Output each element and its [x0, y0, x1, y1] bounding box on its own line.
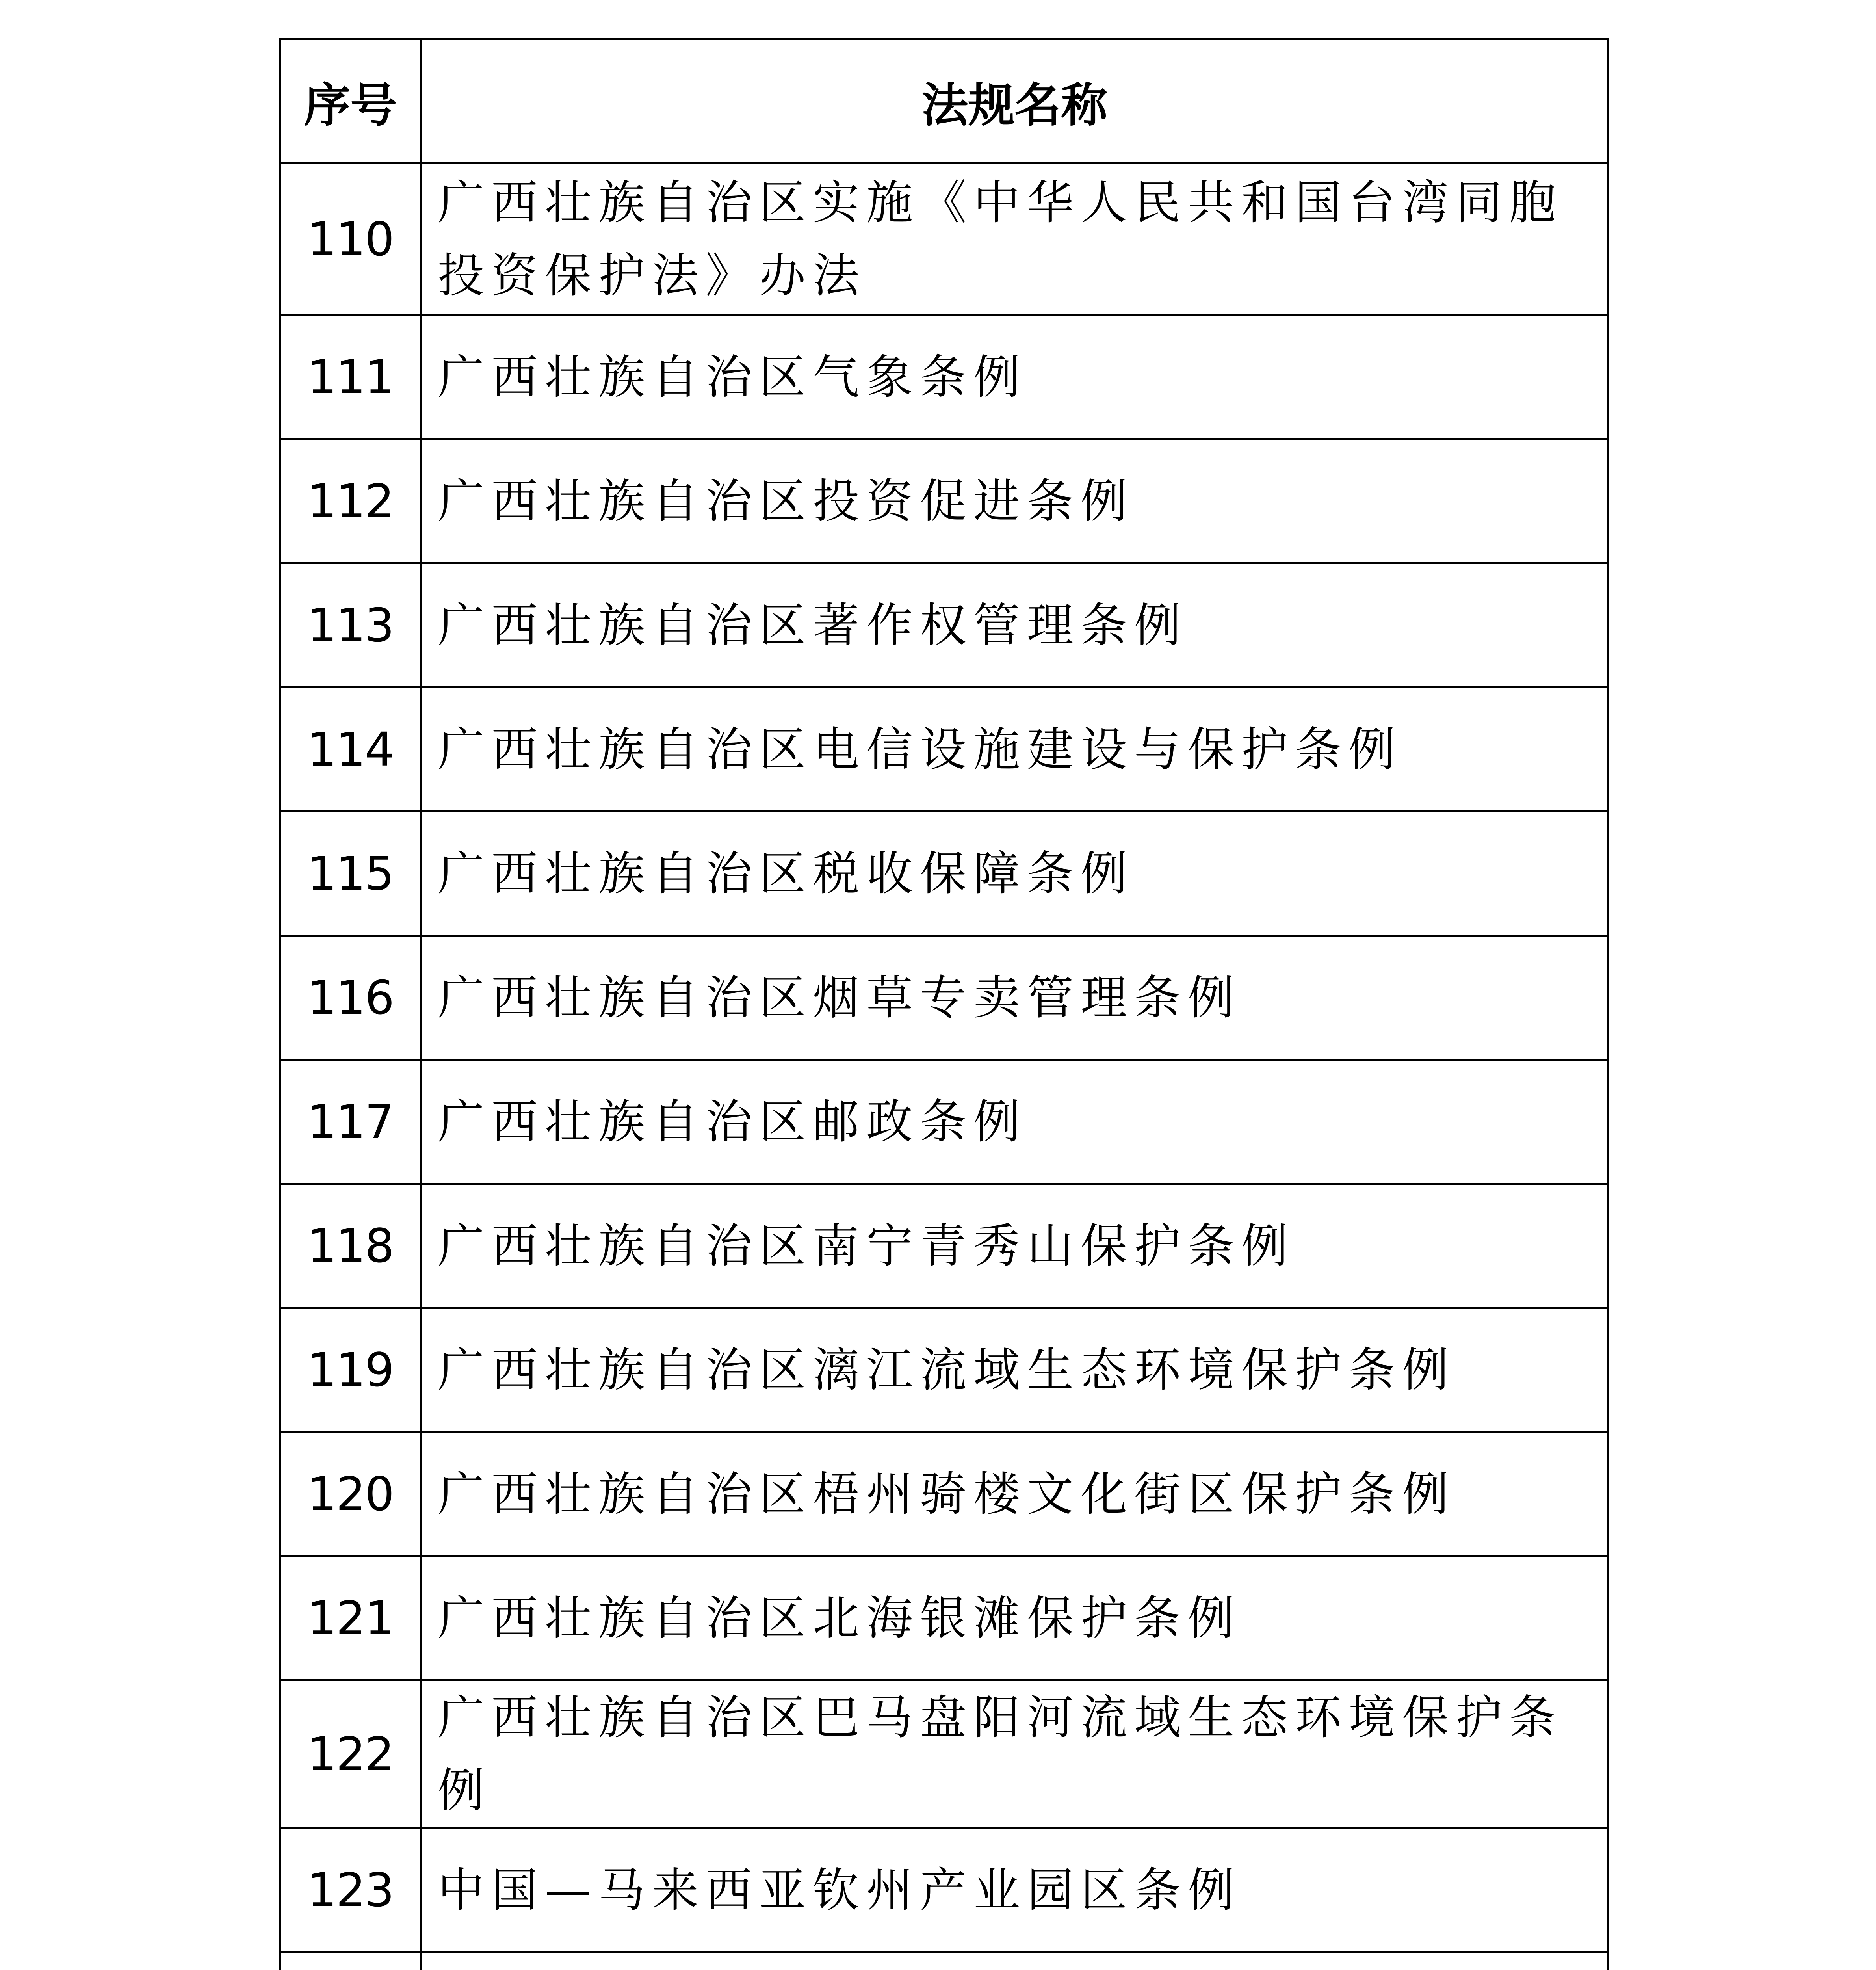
row-index: 115 — [280, 812, 421, 936]
row-name: 广西壮族自治区投资促进条例 — [421, 439, 1609, 563]
table-header-row — [280, 39, 1609, 164]
row-name: 中国—马来西亚钦州产业园区条例 — [421, 1828, 1609, 1952]
row-name: 广西壮族自治区著作权管理条例 — [421, 563, 1609, 688]
row-index: 116 — [280, 936, 421, 1060]
row-name: 广西壮族自治区邮政条例 — [421, 1060, 1609, 1184]
row-name: 广西壮族自治区烟草专卖管理条例 — [421, 936, 1609, 1060]
row-index: 117 — [280, 1060, 421, 1184]
regulations-table-container — [279, 38, 1607, 1970]
row-name: 广西壮族自治区漓江流域生态环境保护条例 — [421, 1308, 1609, 1432]
row-name: 广西壮族自治区北海银滩保护条例 — [421, 1556, 1609, 1680]
table-row — [280, 1680, 1609, 1828]
table-row — [280, 164, 1609, 315]
table-row — [280, 1556, 1609, 1680]
row-index: 119 — [280, 1308, 421, 1432]
table-row — [280, 1184, 1609, 1308]
row-name: 广西壮族自治区电信设施建设与保护条例 — [421, 688, 1609, 812]
header-name: 法规名称 — [421, 39, 1609, 164]
row-index: 111 — [280, 315, 421, 439]
row-name: 广西壮族自治区南宁青秀山保护条例 — [421, 1184, 1609, 1308]
table-row — [280, 1952, 1609, 1970]
row-index: 114 — [280, 688, 421, 812]
row-index: 121 — [280, 1556, 421, 1680]
row-name: 广西壮族自治区实施《中华人民共和国台湾同胞投资保护法》办法 — [421, 164, 1609, 315]
row-name — [421, 1952, 1609, 1970]
regulations-table — [279, 38, 1609, 1970]
table-row — [280, 1308, 1609, 1432]
row-name: 广西壮族自治区气象条例 — [421, 315, 1609, 439]
row-index — [280, 1952, 421, 1970]
row-name: 广西壮族自治区税收保障条例 — [421, 812, 1609, 936]
header-index: 序号 — [280, 39, 421, 164]
row-index: 123 — [280, 1828, 421, 1952]
row-index: 112 — [280, 439, 421, 563]
table-row — [280, 439, 1609, 563]
table-row — [280, 1432, 1609, 1556]
table-row — [280, 812, 1609, 936]
table-row — [280, 936, 1609, 1060]
row-index: 120 — [280, 1432, 421, 1556]
table-row — [280, 1828, 1609, 1952]
table-row — [280, 688, 1609, 812]
row-name: 广西壮族自治区巴马盘阳河流域生态环境保护条例 — [421, 1680, 1609, 1828]
table-row — [280, 315, 1609, 439]
table-row — [280, 563, 1609, 688]
table-row — [280, 1060, 1609, 1184]
row-index: 118 — [280, 1184, 421, 1308]
row-index: 122 — [280, 1680, 421, 1828]
row-index: 110 — [280, 164, 421, 315]
row-name: 广西壮族自治区梧州骑楼文化街区保护条例 — [421, 1432, 1609, 1556]
row-index: 113 — [280, 563, 421, 688]
